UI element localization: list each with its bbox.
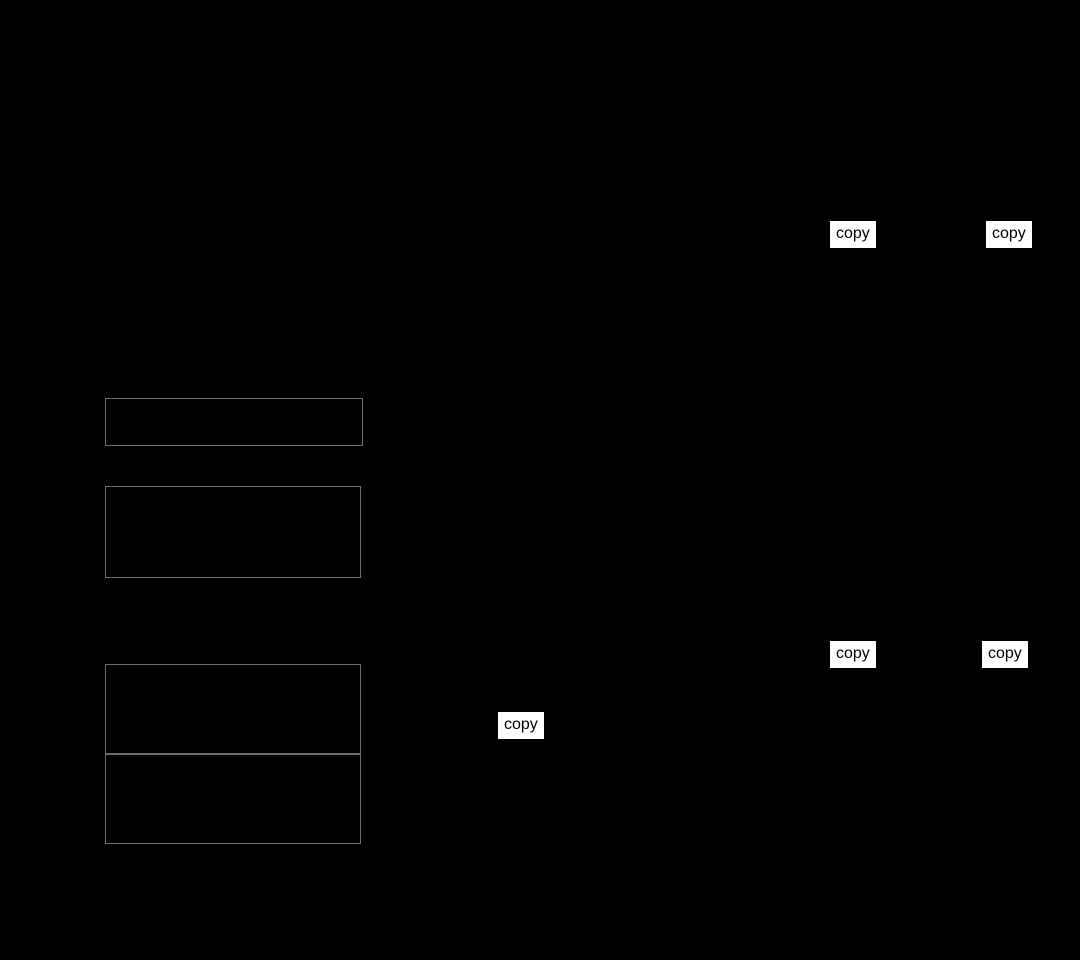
copy-button-5[interactable]: copy: [498, 712, 544, 739]
field-1[interactable]: [105, 398, 363, 446]
field-4[interactable]: [105, 754, 361, 844]
field-3[interactable]: [105, 664, 361, 754]
copy-button-4[interactable]: copy: [982, 641, 1028, 668]
field-2[interactable]: [105, 486, 361, 578]
copy-button-1[interactable]: copy: [830, 221, 876, 248]
copy-button-3[interactable]: copy: [830, 641, 876, 668]
copy-button-2[interactable]: copy: [986, 221, 1032, 248]
